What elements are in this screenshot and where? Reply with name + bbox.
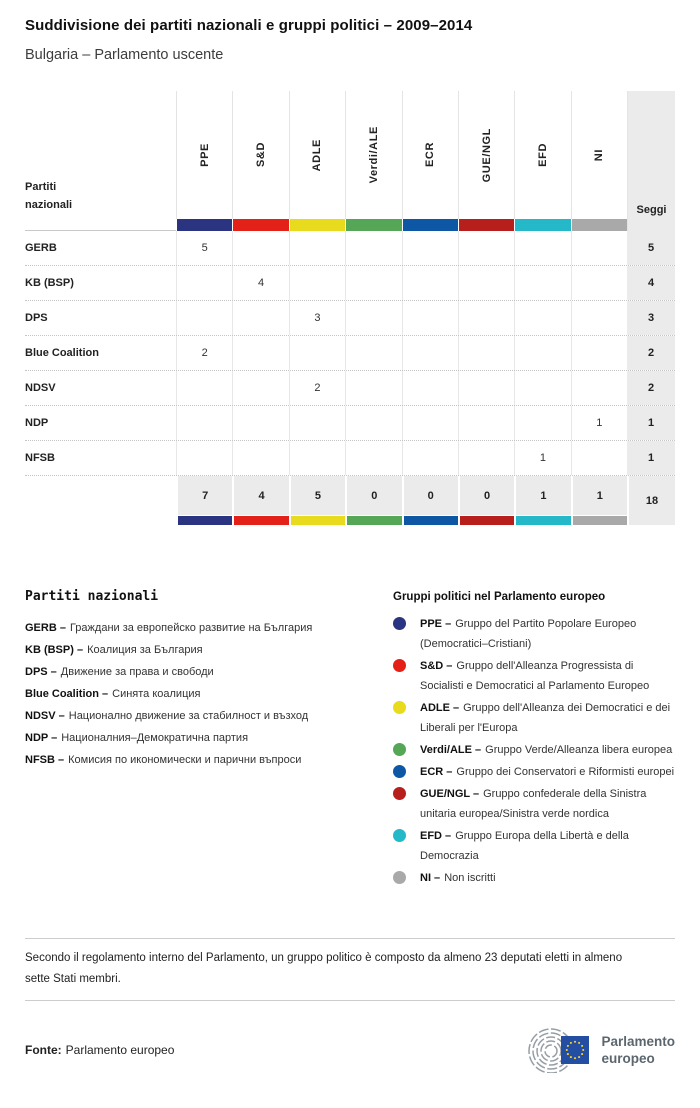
table-row [25,406,675,441]
footnote [25,948,675,990]
seat-count-cell [345,266,401,300]
seat-count-cell [402,231,458,265]
group-color-dot [393,787,406,800]
political-groups-legend-heading: Gruppi politici nel Parlamento europeo [393,591,606,603]
party-full-name: Национално движение за стабилност и възход [68,710,309,722]
seat-count-cell [458,441,514,475]
seat-count-cell: 2 [176,336,232,370]
group-column-label: ECR [424,142,437,168]
table-row [25,371,675,406]
group-legend-text [420,762,674,782]
group-full-name: Gruppo Verde/Alleanza libera europea [485,744,673,756]
group-abbreviation: EFD – [420,830,452,842]
group-legend-item [393,656,675,696]
group-color-bar [232,515,288,525]
table-row [25,266,675,301]
group-color-bar [345,219,401,231]
seat-count-cell [514,301,570,335]
table-row [25,441,675,476]
group-legend-text [420,614,675,654]
page-subtitle: Bulgaria – Parlamento uscente [25,47,224,63]
national-parties-legend [25,589,393,890]
group-color-bar [514,219,570,231]
group-legend-text [420,698,675,738]
group-column-header [514,91,570,219]
group-full-name: Gruppo Europa della Libertà e della Democrazia [420,830,629,862]
group-color-bar [571,219,627,231]
group-full-name: Gruppo dei Conservatori e Riformisti europei [456,766,675,778]
seats-table [25,91,675,525]
row-total-seats-cell: 5 [627,231,675,265]
party-full-name: Националния–Демократична партия [61,732,249,744]
european-parliament-logo [524,1027,675,1073]
seat-count-cell [571,231,627,265]
footnote-line1: Secondo il regolamento interno del Parlamento, un gruppo politico è composto da almeno 23 deputati eletti in almeno [25,952,623,964]
logo-wordmark [601,1033,675,1067]
group-legend-item [393,698,675,738]
seat-count-cell [571,266,627,300]
party-full-name: Коалиция за България [87,644,203,656]
column-total-cell: 5 [289,476,345,515]
table-row [25,301,675,336]
group-abbreviation: PPE – [420,618,452,630]
group-abbreviation: GUE/NGL – [420,788,480,800]
column-total-cell: 0 [345,476,401,515]
table-row [25,336,675,371]
row-total-seats-cell: 2 [627,371,675,405]
table-header [25,91,675,231]
seat-count-cell [458,231,514,265]
party-legend-item [25,639,393,661]
seat-count-cell [176,301,232,335]
party-name-cell: Blue Coalition [25,347,99,359]
seat-count-cell: 5 [176,231,232,265]
seat-count-cell [176,441,232,475]
group-abbreviation: S&D – [420,660,453,672]
row-total-seats-cell: 3 [627,301,675,335]
group-color-bar [402,515,458,525]
row-total-seats-cell: 1 [627,406,675,440]
seat-count-cell: 1 [571,406,627,440]
seat-count-cell [571,336,627,370]
group-color-dot [393,659,406,672]
group-column-label: Verdi/ALE [367,126,380,184]
column-total-cell: 7 [176,476,232,515]
seat-count-cell [345,301,401,335]
group-legend-item [393,762,675,782]
group-color-bar [176,219,232,231]
seat-count-cell [458,301,514,335]
group-full-name: Gruppo del Partito Popolare Europeo (Democratici–Cristiani) [420,618,637,650]
party-abbreviation: NFSB – [25,754,65,766]
seat-count-cell: 2 [289,371,345,405]
party-legend-item [25,617,393,639]
party-legend-item [25,749,393,771]
group-column-header [571,91,627,219]
seat-count-cell [345,231,401,265]
seat-count-cell [402,371,458,405]
group-color-bar [232,219,288,231]
group-column-label: NI [593,148,606,162]
group-legend-item [393,826,675,866]
group-color-bar [176,515,232,525]
group-legend-text [420,784,675,824]
party-name-cell: NDSV [25,382,56,394]
seat-count-cell: 4 [232,266,288,300]
table-totals-row [25,476,675,525]
group-column-header [232,91,288,219]
group-abbreviation: Verdi/ALE – [420,744,482,756]
seat-count-cell [402,406,458,440]
seat-count-cell [571,441,627,475]
seat-count-cell [514,266,570,300]
group-full-name: Non iscritti [444,872,496,884]
political-groups-legend [393,589,675,890]
group-color-dot [393,829,406,842]
group-full-name: Gruppo confederale della Sinistra unitaria europea/Sinistra verde nordica [420,788,647,820]
group-legend-text [420,868,496,888]
group-column-header [176,91,232,219]
seat-count-cell [458,406,514,440]
seat-count-cell [402,301,458,335]
group-column-header [289,91,345,219]
seat-count-cell [176,266,232,300]
group-legend-item [393,784,675,824]
seat-count-cell [232,371,288,405]
seat-count-cell [289,441,345,475]
seat-count-cell [458,336,514,370]
seat-count-cell [289,406,345,440]
totals-empty-cell [25,476,176,525]
seat-count-cell: 1 [514,441,570,475]
party-name-cell: GERB [25,242,57,254]
national-parties-legend-heading: Partiti nazionali [25,589,159,604]
column-total-cell: 4 [232,476,288,515]
group-legend-text [420,826,675,866]
party-abbreviation: NDSV – [25,710,65,722]
source-line [25,1043,174,1057]
group-legend-item [393,740,675,760]
seat-count-cell [289,231,345,265]
seat-count-cell [345,336,401,370]
seat-count-cell [402,441,458,475]
column-total-cell: 0 [402,476,458,515]
seat-count-cell [232,336,288,370]
seat-count-cell [514,371,570,405]
divider [25,938,675,939]
seat-count-cell [402,336,458,370]
group-full-name: Gruppo dell'Alleanza dei Democratici e dei Liberali per l'Europa [420,702,671,734]
infographic-page [0,17,700,1073]
column-total-cell: 1 [571,476,627,515]
source-value: Parlamento europeo [65,1043,175,1057]
group-legend-item [393,868,675,888]
seat-count-cell [176,371,232,405]
group-column-header [402,91,458,219]
source-label: Fonte: [25,1043,62,1057]
source-row [25,1027,675,1073]
seat-count-cell [514,231,570,265]
party-full-name: Комисия по икономически и парични въпроси [68,754,302,766]
group-color-bar [289,219,345,231]
party-column-header [25,91,176,231]
party-abbreviation: DPS – [25,666,57,678]
table-body [25,231,675,476]
group-color-bar [458,515,514,525]
party-legend-item [25,705,393,727]
party-column-header-line2: nazionali [25,199,73,211]
party-abbreviation: Blue Coalition – [25,688,109,700]
party-full-name: Движение за права и свободи [60,666,214,678]
seat-count-cell [289,266,345,300]
party-name-cell: NDP [25,417,49,429]
column-total-cell: 1 [514,476,570,515]
group-full-name: Gruppo dell'Alleanza Progressista di Socialisti e Democratici al Parlamento Europeo [420,660,650,692]
seat-count-cell [458,371,514,405]
logo-wordmark-line2: europeo [601,1051,655,1066]
seat-count-cell [345,406,401,440]
group-color-bar [345,515,401,525]
party-full-name: Граждани за европейско развитие на България [69,622,313,634]
seat-count-cell [514,336,570,370]
group-column-label: ADLE [311,138,324,172]
group-column-label: S&D [255,142,268,168]
party-legend-item [25,661,393,683]
seat-count-cell [232,301,288,335]
group-color-bar [289,515,345,525]
seat-count-cell [289,336,345,370]
group-legend-item [393,614,675,654]
total-seats-cell: 18 [627,476,675,525]
row-total-seats-cell: 4 [627,266,675,300]
seat-count-cell [402,266,458,300]
footnote-line2: sette Stati membri. [25,973,121,985]
group-abbreviation: ECR – [420,766,453,778]
row-total-seats-cell: 2 [627,336,675,370]
group-column-label: GUE/NGL [480,127,493,183]
seat-count-cell [232,231,288,265]
seat-count-cell [458,266,514,300]
group-color-dot [393,871,406,884]
group-color-bar [402,219,458,231]
seat-count-cell [176,406,232,440]
group-color-bar [458,219,514,231]
group-abbreviation: NI – [420,872,441,884]
group-column-header [345,91,401,219]
group-abbreviation: ADLE – [420,702,460,714]
party-legend-item [25,683,393,705]
party-abbreviation: NDP – [25,732,58,744]
group-color-dot [393,701,406,714]
seat-count-cell [514,406,570,440]
legends-section [25,589,675,890]
party-abbreviation: KB (BSP) – [25,644,84,656]
party-full-name: Синята коалиция [112,688,201,700]
logo-wordmark-line1: Parlamento [601,1034,675,1049]
group-color-bar [514,515,570,525]
party-name-cell: NFSB [25,452,55,464]
group-color-dot [393,765,406,778]
group-color-dot [393,617,406,630]
parliament-hemicycle-icon [524,1027,592,1073]
seats-column-header: Seggi [627,91,675,231]
column-total-cell: 0 [458,476,514,515]
party-abbreviation: GERB – [25,622,66,634]
page-title: Suddivisione dei partiti nazionali e gruppi politici – 2009–2014 [25,17,473,34]
group-column-label: PPE [198,143,211,167]
group-color-dot [393,743,406,756]
party-legend-item [25,727,393,749]
seat-count-cell: 3 [289,301,345,335]
group-color-bar [571,515,627,525]
group-column-header [458,91,514,219]
party-column-header-line1: Partiti [25,181,57,193]
seat-count-cell [232,406,288,440]
seat-count-cell [345,371,401,405]
seat-count-cell [571,301,627,335]
seat-count-cell [345,441,401,475]
group-column-label: EFD [536,143,549,167]
party-name-cell: DPS [25,312,48,324]
eu-flag-icon [561,1036,589,1064]
divider [25,1000,675,1001]
group-legend-text [420,740,672,760]
group-legend-text [420,656,675,696]
row-total-seats-cell: 1 [627,441,675,475]
party-name-cell: KB (BSP) [25,277,74,289]
table-row [25,231,675,266]
seat-count-cell [232,441,288,475]
seat-count-cell [571,371,627,405]
